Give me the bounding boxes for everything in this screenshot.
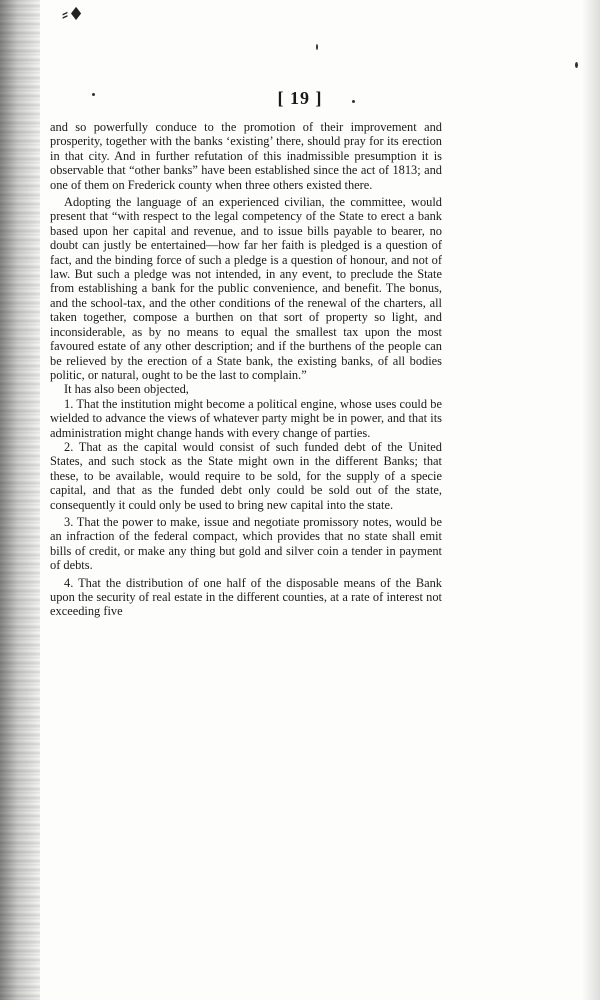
list-item: 4. That the distribution of one half of the disposable means of the Bank upon the security of real estate in the different counties, at a rate of interest not exceeding five xyxy=(50,575,442,619)
ink-speck xyxy=(316,44,318,50)
paragraph: and so powerfully conduce to the promotion of their improvement and prosperity, together with the banks ‘existing’ there, should pray for its erection in that city. And in further refutation of this inadmissible presumption it is observable that “other banks” have been established since the act of 1813; and one of them on Frederick county when three others existed there. xyxy=(50,120,442,192)
list-item: 3. That the power to make, issue and negotiate promissory notes, would be an infraction of the federal compact, which provides that no state shall emit bills of credit, or make any thing but gold and silver coin a tender in payment of debts. xyxy=(50,514,442,573)
paragraph: It has also been objected, xyxy=(64,382,189,397)
page-edge-shadow xyxy=(582,0,600,1000)
list-item: 2. That as the capital would consist of such funded debt of the United States, and such stock as the State might own in the different Banks; that these, to be available, would require to be sold, for the supply of a specie capital, and that as the funded debt only could be sold out of the state, consequently it could only be used to bring new capital into the state. xyxy=(50,439,442,512)
page-number: [ 19 ] xyxy=(277,88,323,108)
list-item: 1. That the institution might become a political engine, whose uses could be wielded to advance the views of whatever party might be in power, and that its administration might change hands with every change of parties. xyxy=(50,396,442,440)
ink-mark-icon: ⸗♦ xyxy=(62,4,85,25)
binding-shadow xyxy=(0,0,40,1000)
body-text xyxy=(50,120,442,619)
ink-speck xyxy=(575,62,578,68)
paragraph: Adopting the language of an experienced civilian, the committee, would present that “with respect to the legal competency of the State to erect a bank based upon her capital and revenue, and to issue bills payable to bearer, no doubt can justly be entertained—how far her faith is pledged is a question of fact, and the binding force of such a pledge is a question of honour, and not of law. But such a pledge was not intended, in any event, to preclude the State from establishing a bank for the public convenience, and benefit. The bonus, and the school-tax, and the other conditions of the renewal of the charters, all taken together, compose a burthen on that sort of property so light, and inconsiderable, as by no means to equal the smallest tax upon the most favoured estate of any other description; and if the burthens of the people can be relieved by the erection of a State bank, the existing banks, of all bodies politic, or natural, ought to be the last to complain.” xyxy=(50,195,442,382)
